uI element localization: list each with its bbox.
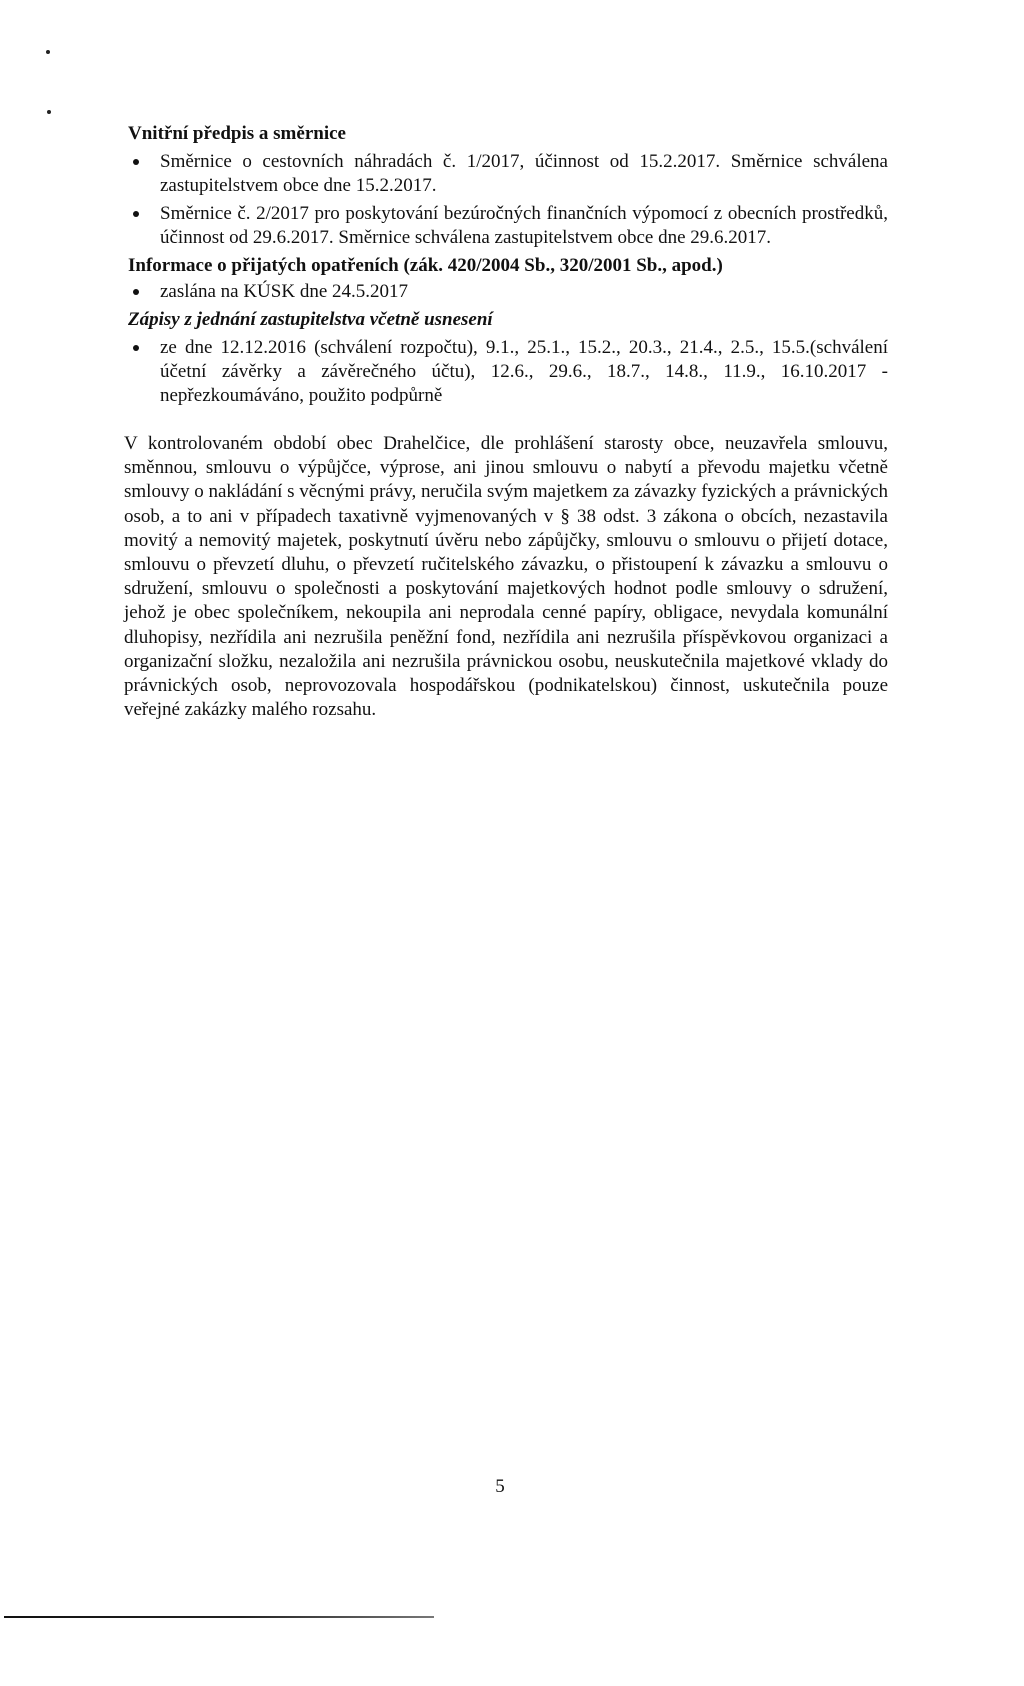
page-number-text: 5 [495, 1476, 505, 1497]
scan-edge-line [4, 1616, 434, 1618]
section-heading-measures: Informace o přijatých opatřeních (zák. 420/2004 Sb., 320/2001 Sb., apod.) [128, 255, 723, 276]
minutes-list [128, 336, 888, 408]
statement-paragraph: V kontrolovaném období obec Drahelčice, dle prohlášení starosty obce, neuzavřela smlouvu, směnnou, smlouvu o výpůjčce, výprose, ani jinou smlouvu o nabytí a převodu majetku včetně smlouvy o nakládání s věcnými právy, neručila svým majetkem za závazky fyzických a právnických osob, a to ani v případech taxativně vyjmenovaných v § 38 odst. 3 zákona o obcích, nezastavila movitý a nemovitý majetek, poskytnutí úvěru nebo zápůjčky, smlouvu o smlouvu o přijetí dotace, smlouvu o převzetí dluhu, o převzetí ručitelského závazku, o přistoupení k závazku a smlouvu o sdružení, smlouvu o společnosti a poskytování majetkových hodnot podle smlouvy o sdružení, jehož je obec společníkem, nekoupila ani neprodala cenné papíry, obligace, nevydala komunální dluhopisy, nezřídila ani nezrušila peněžní fond, nezřídila ani nezrušila příspěvkovou organizaci a organizační složku, nezaložila ani nezrušila právnickou osobu, neuskutečnila majetkové vklady do právnických osob, neprovozovala hospodářskou (podnikatelskou) činnost, uskutečnila pouze veřejné zakázky malého rozsahu. [124, 433, 888, 721]
bullet-icon [133, 345, 139, 351]
section-heading-internal-rules: Vnitřní předpis a směrnice [128, 123, 346, 144]
page-number [0, 1476, 1000, 1498]
list-item [128, 336, 888, 408]
scan-speck [47, 110, 51, 114]
list-item-text: Směrnice č. 2/2017 pro poskytování bezúročných finančních výpomocí z obecních prostředků, účinnost od 29.6.2017. Směrnice schválena zastupitelstvem obce dne 29.6.2017. [160, 203, 888, 248]
list-item [128, 202, 888, 250]
document-content [128, 122, 888, 412]
scan-speck [46, 50, 50, 54]
list-item-text: Směrnice o cestovních náhradách č. 1/2017, účinnost od 15.2.2017. Směrnice schválena zastupitelstvem obce dne 15.2.2017. [160, 151, 888, 196]
bullet-icon [133, 211, 139, 217]
section-heading-minutes: Zápisy z jednání zastupitelstva včetně usnesení [128, 309, 493, 330]
bullet-icon [133, 289, 139, 295]
bullet-icon [133, 159, 139, 165]
internal-rules-list [128, 150, 888, 250]
measures-list [128, 280, 888, 304]
list-item [128, 150, 888, 198]
list-item-text: zaslána na KÚSK dne 24.5.2017 [160, 281, 409, 302]
list-item [128, 280, 888, 304]
list-item-text: ze dne 12.12.2016 (schválení rozpočtu), 9.1., 25.1., 15.2., 20.3., 21.4., 2.5., 15.5.(schválení účetní závěrky a závěrečného účtu), 12.6., 29.6., 18.7., 14.8., 11.9., 16.10.2017 - nepřezkoumáváno, použito podpůrně [160, 337, 888, 406]
